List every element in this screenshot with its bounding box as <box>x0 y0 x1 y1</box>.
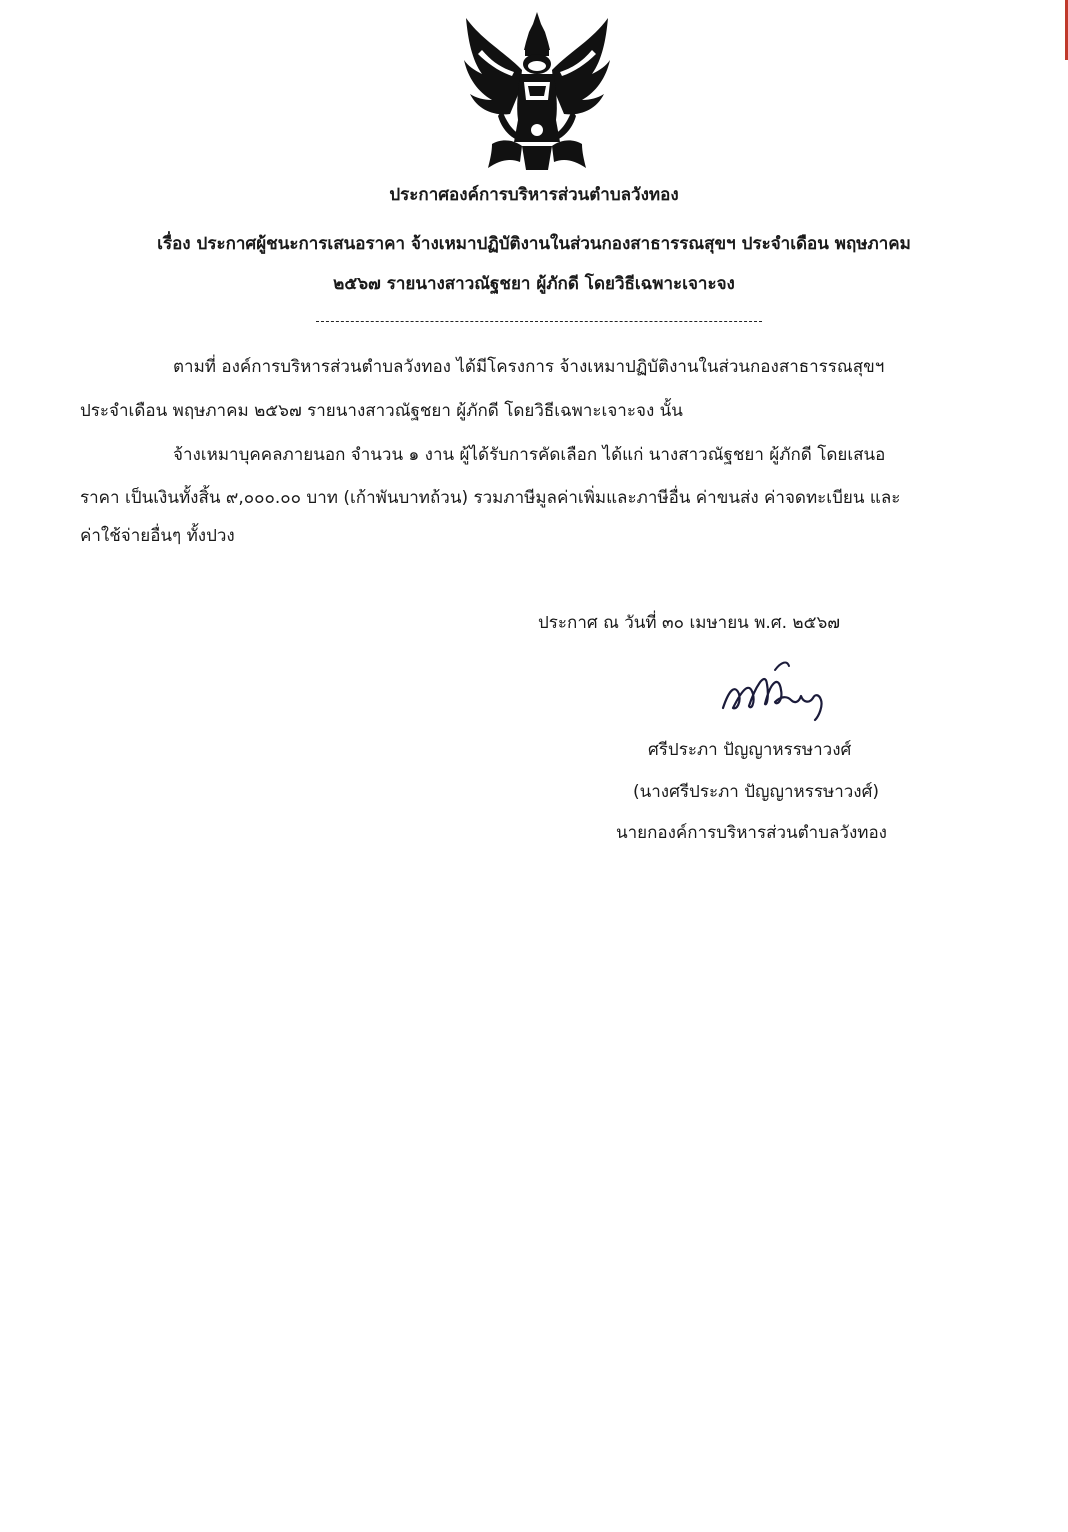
signer-full-name: (นางศรีประภา ปัญญาหรรษาวงศ์) <box>633 782 880 802</box>
announcement-date: ประกาศ ณ วันที่ ๓๐ เมษายน พ.ศ. ๒๕๖๗ <box>538 613 841 633</box>
org-title: ประกาศองค์การบริหารส่วนตำบลวังทอง <box>389 185 679 205</box>
header-divider <box>316 321 762 322</box>
garuda-emblem-icon <box>462 10 612 178</box>
paragraph-2-line-2: ราคา เป็นเงินทั้งสิ้น ๙,๐๐๐.๐๐ บาท (เก้าพันบาทถ้วน) รวมภาษีมูลค่าเพิ่มและภาษีอื่น ค่าขนส่ง ค่าจดทะเบียน และ <box>80 488 901 508</box>
paragraph-2-line-1: จ้างเหมาบุคคลภายนอก จำนวน ๑ งาน ผู้ได้รับการคัดเลือก ได้แก่ นางสาวณัฐชยา ผู้ภักดี โดยเสนอ <box>173 445 886 465</box>
signer-name: ศรีประภา ปัญญาหรรษาวงศ์ <box>648 740 852 760</box>
signer-position: นายกองค์การบริหารส่วนตำบลวังทอง <box>616 823 887 843</box>
subject-line-2: ๒๕๖๗ รายนางสาวณัฐชยา ผู้ภักดี โดยวิธีเฉพาะเจาะจง <box>333 274 735 294</box>
paragraph-2-line-3: ค่าใช้จ่ายอื่นๆ ทั้งปวง <box>80 526 235 546</box>
paragraph-1-line-1: ตามที่ องค์การบริหารส่วนตำบลวังทอง ได้มีโครงการ จ้างเหมาปฏิบัติงานในส่วนกองสาธารรณสุขฯ <box>173 357 885 377</box>
paragraph-1-line-2: ประจำเดือน พฤษภาคม ๒๕๖๗ รายนางสาวณัฐชยา ผู้ภักดี โดยวิธีเฉพาะเจาะจง นั้น <box>80 401 683 421</box>
subject-line-1: เรื่อง ประกาศผู้ชนะการเสนอราคา จ้างเหมาปฏิบัติงานในส่วนกองสาธารรณสุขฯ ประจำเดือน พฤษภาคม <box>157 234 911 254</box>
handwritten-signature-icon <box>715 650 840 722</box>
